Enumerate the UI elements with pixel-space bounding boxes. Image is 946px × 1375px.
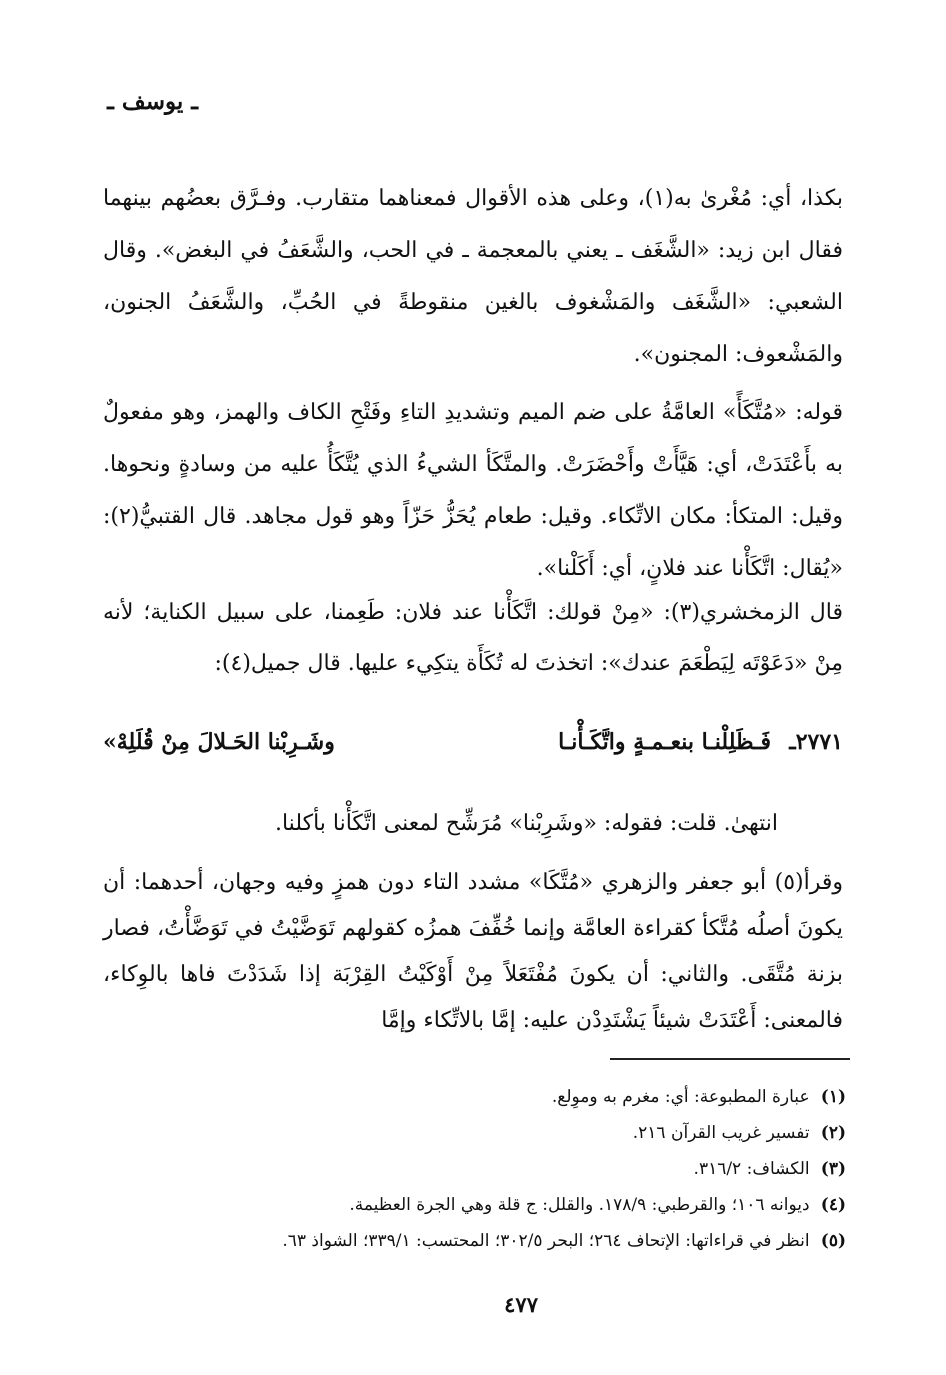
body-paragraph-1: بكذا، أي: مُغْرىٰ به(١)، وعلى هذه الأقوال فمعناهما متقارب. وفـرَّق بعضُهم بينهما فقال ابن زيد: «الشَّغَف ـ يعني بالمعجمة ـ في الحب، والشَّعَفُ في البغض». وقال الشعبي: «الشَّغَف والمَشْغوف بالغين منقوطةً في الحُبِّ، والشَّعَفُ الجنون، والمَشْعوف: المجنون». [103,186,843,367]
verse-first-hemistich: فَـظَلِلْنـا بنعـمـةٍ واتَّكَـأْنـا [558,729,771,755]
body-paragraph-4: وقرأ(٥) أبو جعفر والزهري «مُتَّكَا» مشدد التاء دون همزٍ وفيه وجهان، أحدهما: أن يكونَ أصلُه مُتَّكأ كقراءة العامَّة وإنما خُفِّفَ همزُه كقولهم تَوَضَّيْتُ في تَوَضَّأْتُ، فصار بزنة مُتَّقَى. والثاني: أن يكونَ مُفْتَعَلاً مِنْ أَوْكَيْتُ القِرْبَة إذا شَدَدْتَ فاها بالوِكاء، فالمعنى: أَعْتَدَتْ شيئاً يَشْتَدِدْن عليه: إمَّا بالاتِّكاء وإمَّا [103,870,843,1033]
footnote-marker: (٣) [820,1159,846,1179]
footnote-item [101,1227,846,1263]
footnote-marker: (٢) [820,1123,846,1143]
footnote-marker: (١) [820,1087,846,1107]
footnotes-list [101,1083,846,1263]
page-number: ٤٧٧ [504,1292,538,1317]
footnote-divider [610,1058,850,1060]
body-paragraph-2: قوله: «مُتَّكَأً» العامَّةُ على ضم الميم وتشديدِ التاءِ وفَتْحِ الكاف والهمز، وهو مفعولٌ به بأَعْتَدَتْ، أي: هَيَّأَتْ وأَحْضَرَتْ. والمتَّكَأ الشيءُ الذي يُتَّكَأُ عليه من وسادةٍ ونحوها. وقيل: المتكأ: مكان الاتِّكاء. وقيل: طعام يُحَزُّ حَزّاً وهو قول مجاهد. قال القتبيُّ(٢): «يُقال: اتَّكَأْنا عند فلانٍ، أي: أَكَلْنا». [103,400,843,581]
footnote-text: الكشاف: ٣١٦/٢. [693,1159,810,1179]
footnote-item [101,1155,846,1191]
running-header: ـ يوسف ـ [107,88,198,115]
footnote-item [101,1191,846,1227]
verse-commentary: انتهىٰ. قلت: فقوله: «وشَرِبْنا» مُرَشِّح لمعنى اتَّكَأْنا بأكلنا. [274,811,778,836]
footnote-text: عبارة المطبوعة: أي: مغرم به وموِلع. [551,1087,810,1107]
footnote-marker: (٤) [820,1195,846,1215]
footnote-text: انظر في قراءاتها: الإتحاف ٢٦٤؛ البحر ٣٠٢/٥؛ المحتسب: ٣٣٩/١؛ الشواذ ٦٣. [282,1231,810,1251]
footnote-item [101,1083,846,1119]
footnote-text: تفسير غريب القرآن ٢١٦. [632,1123,810,1143]
verse-number: ٢٧٧١ـ [789,729,843,755]
footnote-text: ديوانه ١٠٦؛ والقرطبي: ١٧٨/٩. والقلل: ج قلة وهي الجرة العظيمة. [349,1195,810,1215]
body-paragraph-3: قال الزمخشري(٣): «مِنْ قولك: اتَّكَأْنا عند فلان: طَعِمنا، على سبيل الكناية؛ لأنه مِنْ «دَعَوْتَه لِيَطْعَمَ عندك»: اتخذتَ له تُكَأَة يتكِيء عليها. قال جميل(٤): [103,600,843,676]
verse-second-hemistich: وشَـرِبْنا الحَـلالَ مِنْ قُلَلِهْ» [103,729,335,755]
footnote-marker: (٥) [820,1231,846,1251]
poetry-verse [103,720,843,764]
footnote-item [101,1119,846,1155]
